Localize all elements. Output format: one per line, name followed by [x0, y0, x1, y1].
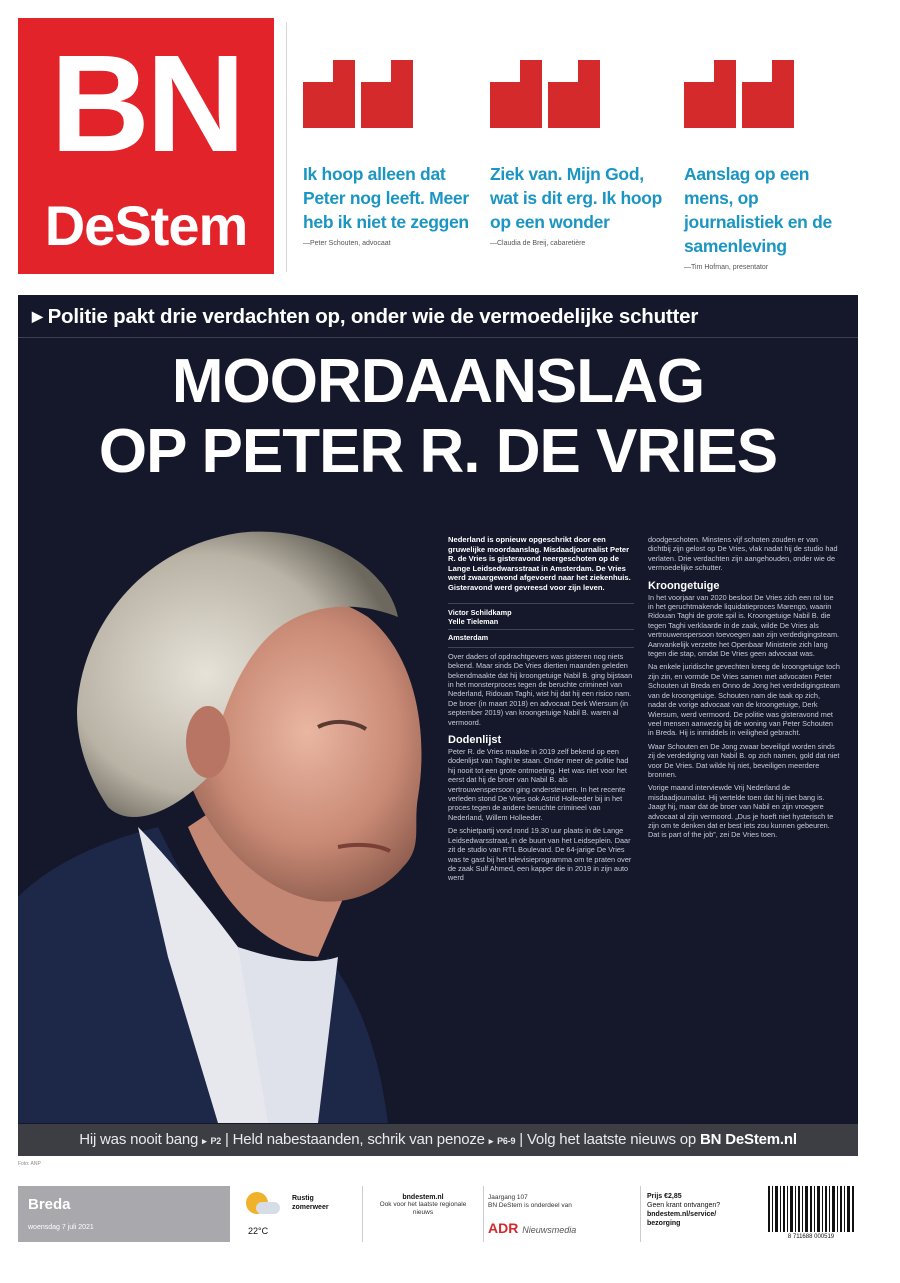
lead-story-panel: [18, 295, 858, 1152]
quote-2: [490, 60, 666, 247]
quote-text: Ziek van. Mijn God, wat is dit erg. Ik hoop op een wonder: [490, 164, 663, 232]
teaser-2-page-ref: P6-9: [497, 1136, 516, 1146]
quote-attribution: —Claudia de Breij, cabaretière: [490, 240, 586, 247]
kicker-text: Politie pakt drie verdachten op, onder wie de vermoedelijke schutter: [47, 305, 699, 328]
kicker-divider: [18, 337, 858, 338]
article-paragraph: In het voorjaar van 2020 besloot De Vries zich een rol toe in het geruchtmakende liquidatieproces Marengo, waarin Ridouan Taghi de grote spil is. Kroongetuige Nabil B. die tegen Taghi verklaarde in de zaak, wilde De Vries als vertrouwenspersoon toevoegen aan zijn verdedigingsteam. Aanvankelijk verzette het Openbaar Ministerie zich lang tegen die stap, omdat De Vries geen advocaat was.: [648, 592, 840, 659]
portrait-photo: [18, 527, 438, 1123]
teaser-3: | Volg het laatste nieuws op: [519, 1131, 697, 1148]
photo-credit: Foto: ANP: [18, 1161, 41, 1167]
article-column-2: [648, 535, 840, 840]
teaser-strip: [18, 1124, 858, 1156]
article-paragraph: Vorige maand interviewde Vrij Nederland de misdaadjournalist. Hij vertelde toen dat hij niet bang is. Jaagt hij, maar dat de broer van Nabil en zijn vroegere advocaat al zijn vermoord. „Dus je hoeft niet hysterisch te zijn om te denken dat er best iets zou kunnen gebeuren. Dat is part of the job”, zei De Vries toen.: [648, 783, 834, 840]
article-paragraph: Peter R. de Vries maakte in 2019 zelf bekend op een dodenlijst van Taghi te staan. Onder meer de politie had hij nooit tot een grote ontmoeting. Het was niet voor het eerst dat hij de broer van Nabil B. als vertrouwenspersoon ging ondersteunen. In het recente verleden stond De Vries ook Astrid Holleeder bij in het proces tegen de andere beruchte crimineel van Nederland, Willem Holleeder.: [448, 747, 629, 822]
edition-city: Breda: [28, 1196, 71, 1213]
quote-marks-icon: [490, 60, 666, 130]
teaser-1-page-ref: P2: [210, 1136, 222, 1146]
article-subheading: Kroongetuige: [648, 579, 720, 592]
quote-3: [684, 60, 860, 271]
headline-line-1: MOORDAANSLAG: [171, 347, 705, 416]
article-paragraph: Na enkele juridische gevechten kreeg de kroongetuige toch zijn zin, en vormde De Vries samen met advocaten Peter Schouten uit Breda en Onno de Jong het verdedigingsteam van de kroongetuige. Schouten nam die taak op zich, nadat de vorige advocaat van de kroongetuige, Derk Wiersum, werd vermoord. De politie was gisteravond met veel mensen aanwezig bij de woning van Peter Schouten in Breda. Hij is inmiddels in veiligheid gebracht.: [648, 662, 840, 738]
publisher-text: BN DeStem is onderdeel van: [488, 1202, 572, 1209]
headline-line-2: OP PETER R. DE VRIES: [98, 417, 778, 486]
website-link[interactable]: BN DeStem.nl: [700, 1131, 797, 1148]
arrow-right-icon: ▶: [32, 308, 43, 324]
service-link-2[interactable]: bezorging: [647, 1220, 681, 1227]
quote-attribution: —Tim Hofman, presentator: [684, 264, 769, 271]
weather-temperature: 22°C: [248, 1226, 269, 1236]
price: Prijs €2,85: [647, 1193, 682, 1200]
service-question: Geen krant ontvangen?: [647, 1202, 721, 1209]
article-subheading: Dodenlijst: [448, 734, 502, 747]
footer-infobar: [18, 1186, 858, 1246]
logo-destem: DeStem: [44, 194, 248, 257]
website-box: [362, 1186, 484, 1242]
article-lead: Nederland is opnieuw opgeschrikt door een gruwelijke moordaanslag. Misdaadjournalist Peter R. de Vries is gisteravond neergeschoten op de Lange Leidsedwarsstraat in Amsterdam. De Vries werd zwaargewond afgevoerd naar het ziekenhuis. Gisteravond werd gevreesd voor zijn leven.: [448, 535, 631, 592]
byline-author-2: Yelle Tieleman: [448, 616, 499, 626]
barcode: [766, 1186, 856, 1232]
volume-number: Jaargang 107: [488, 1194, 528, 1201]
teaser-2: | Held nabestaanden, schrik van penoze: [225, 1131, 485, 1148]
publisher-logo-sub: Nieuwsmedia: [522, 1225, 577, 1235]
quote-text: Aanslag op een mens, op journalistiek en de samenleving: [684, 164, 832, 256]
quote-1: [303, 60, 479, 247]
publisher-box: [488, 1186, 638, 1242]
edition-date: woensdag 7 juli 2021: [28, 1224, 94, 1231]
article-byline: [448, 603, 634, 627]
edition-box: [18, 1186, 230, 1242]
price-box: [640, 1186, 767, 1242]
service-link[interactable]: bndestem.nl/service/: [647, 1211, 717, 1218]
logo-bn: BN: [50, 27, 242, 181]
teaser-1: Hij was nooit bang: [79, 1131, 199, 1148]
quote-marks-icon: [684, 60, 860, 130]
quote-marks-icon: [303, 60, 479, 130]
website-name[interactable]: bndestem.nl: [402, 1194, 444, 1201]
barcode-number: 8 711688 000519: [787, 1234, 835, 1240]
article-paragraph: Over daders of opdrachtgevers was gisteren nog niets bekend. Maar sinds De Vries diertien maanden geleden bekendmaakte dat hij kroongetuige Nabil B. ging bijstaan in het monsterproces tegen de beruchte crimineel van Nederland, Ridouan Taghi, wist hij dat hij een risico nam. De broer (in maart 2018) en advocaat Derk Wiersum (in september 2019) van kroongetuige Nabil B. waren al vermoord.: [448, 651, 633, 727]
article-column-1: [448, 535, 634, 883]
weather-text: Rustig zomerweer: [292, 1195, 329, 1211]
article-paragraph: De schietpartij vond rond 19.30 uur plaats in de Lange Leidsedwarsstraat, in de buurt van het Leidseplein. Daar zit de studio van RTL Boulevard. De 64-jarige De Vries was te gast bij het televisieprogramma om te praten over de zaak Sulf Ahmed, een kapper die in 2019 in zijn auto werd: [448, 826, 632, 883]
article-paragraph: doodgeschoten. Minstens vijf schoten zouden er van dichtbij zijn gelost op De Vries, vlak nadat hij de studio had verlaten. Drie verdachten zijn aangehouden, onder wie de vermoedelijke schutter.: [648, 535, 838, 573]
weather-box: [240, 1186, 360, 1242]
cloud-icon: [256, 1202, 280, 1214]
quote-attribution: —Peter Schouten, advocaat: [303, 240, 391, 247]
quote-text: Ik hoop alleen dat Peter nog leeft. Meer heb ik niet te zeggen: [303, 164, 469, 232]
masthead-divider: [286, 22, 287, 272]
article-paragraph: Waar Schouten en De Jong zwaar beveiligd worden sinds zij de verdediging van Nabil B. op zich namen, gold dat niet voor De Vries. Dat wilde hij niet, beveiligen meerdere bronnen.: [648, 741, 840, 779]
arrow-right-icon: ▸: [202, 1136, 207, 1146]
website-text: Ook voor het laatste regionale nieuws: [379, 1201, 467, 1216]
publisher-logo: ADR Nieuwsmedia: [488, 1220, 577, 1236]
headline: [18, 347, 858, 487]
article-dateline: Amsterdam: [448, 629, 634, 647]
kicker: [32, 301, 698, 332]
byline-author-1: Victor Schildkamp: [448, 607, 512, 617]
arrow-right-icon: ▸: [488, 1136, 494, 1146]
newspaper-logo: [18, 18, 274, 274]
